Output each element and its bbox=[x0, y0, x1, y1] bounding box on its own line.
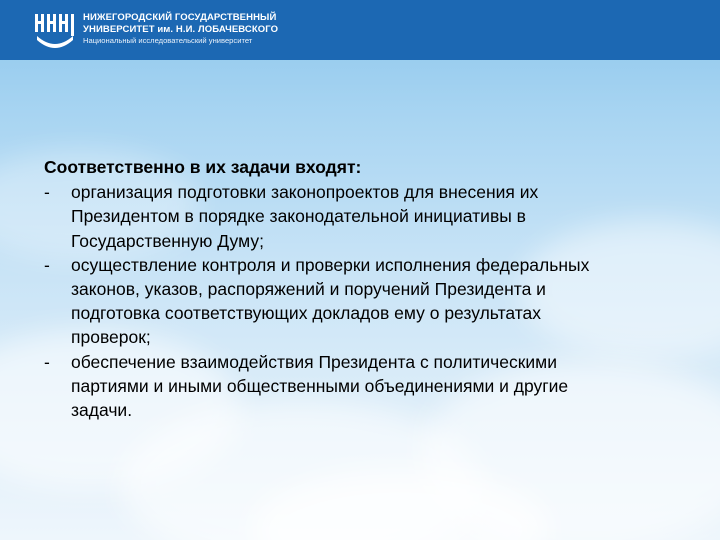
bullet-line: партиями и иными общественными объединениями и другие bbox=[71, 375, 569, 396]
nnsu-logo-icon bbox=[33, 10, 77, 50]
bullet-line: законов, указов, распоряжений и поручений Президента и bbox=[71, 279, 546, 300]
bullet-item bbox=[44, 253, 684, 350]
bullet-line: Государственную Думу; bbox=[71, 230, 264, 251]
bullet-line: Президентом в порядке законодательной инициативы в bbox=[71, 206, 526, 227]
bullet-marker: - bbox=[44, 182, 50, 203]
bullet-marker: - bbox=[44, 254, 50, 275]
bullet-line: обеспечение взаимодействия Президента с политическими bbox=[71, 351, 557, 372]
slide-body bbox=[44, 155, 684, 422]
bullet-line: подготовка соответствующих докладов ему о результатах bbox=[71, 303, 542, 324]
university-name-line-1: НИЖЕГОРОДСКИЙ ГОСУДАРСТВЕННЫЙ bbox=[83, 12, 277, 23]
bullet-marker: - bbox=[44, 351, 50, 372]
bullet-text bbox=[71, 253, 684, 350]
slide-heading: Соответственно в их задачи входят: bbox=[44, 157, 362, 177]
bullet-line: организация подготовки законопроектов для внесения их bbox=[71, 182, 539, 203]
bullet-line: осуществление контроля и проверки исполнения федеральных bbox=[71, 254, 590, 275]
bullet-line: проверок; bbox=[71, 327, 151, 348]
university-name bbox=[83, 13, 278, 47]
university-name-line-2: УНИВЕРСИТЕТ им. Н.И. ЛОБАЧЕВСКОГО bbox=[83, 24, 279, 35]
header-band bbox=[0, 0, 720, 60]
university-subtitle: Национальный исследовательский университет bbox=[83, 36, 253, 45]
bullet-text bbox=[71, 350, 684, 423]
bullet-line: задачи. bbox=[71, 400, 133, 421]
bullet-item bbox=[44, 350, 684, 423]
bullet-text bbox=[71, 180, 684, 253]
bullet-item bbox=[44, 180, 684, 253]
